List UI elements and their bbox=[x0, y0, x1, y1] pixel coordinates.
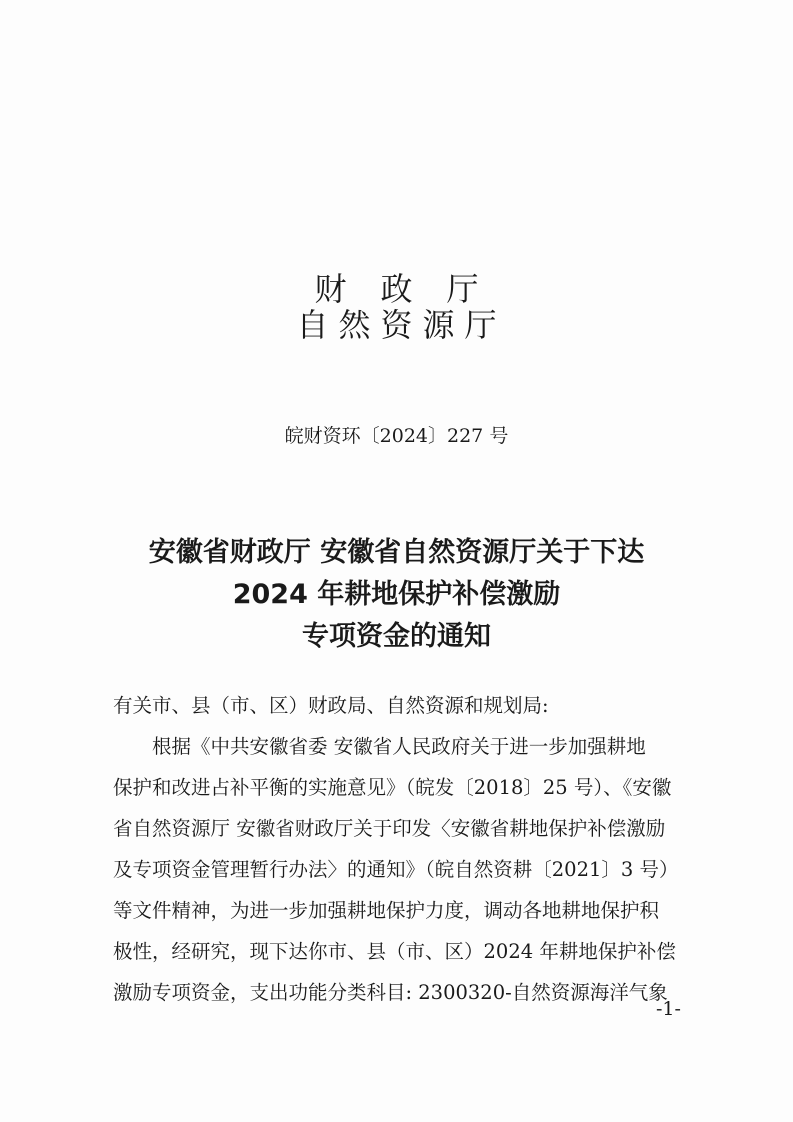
body-line: 保护和改进占补平衡的实施意见》（皖发〔2018〕25 号）、《安徽 bbox=[113, 776, 672, 799]
body-line: 激励专项资金，支出功能分类科目: 2300320-自然资源海洋气象 bbox=[113, 981, 668, 1004]
body-line: 及专项资金管理暂行办法〉的通知》（皖自然资耕〔2021〕3 号） bbox=[113, 858, 679, 881]
page-number: -1- bbox=[656, 998, 681, 1020]
body-line: 等文件精神，为进一步加强耕地保护力度，调动各地耕地保护积 bbox=[113, 899, 660, 922]
body-line-recipients: 有关市、县（市、区）财政局、自然资源和规划局: bbox=[113, 694, 549, 717]
body-line: 根据《中共安徽省委 安徽省人民政府关于进一步加强耕地 bbox=[113, 735, 646, 758]
body-line: 省自然资源厅 安徽省财政厅关于印发〈安徽省耕地保护补偿激励 bbox=[113, 817, 666, 840]
issuer-name-natural-resources: 自然资源厅 bbox=[296, 306, 507, 344]
document-title-line-3: 专项资金的通知 bbox=[302, 621, 491, 652]
document-title-line-2: 2024 年耕地保护补偿激励 bbox=[232, 579, 561, 610]
document-number: 皖财资环〔2024〕227 号 bbox=[284, 425, 509, 447]
body-line: 极性，经研究，现下达你市、县（市、区）2024 年耕地保护补偿 bbox=[113, 940, 676, 963]
document-title-line-1: 安徽省财政厅 安徽省自然资源厅关于下达 bbox=[148, 537, 645, 568]
issuer-name-finance: 财政厅 bbox=[314, 270, 513, 308]
